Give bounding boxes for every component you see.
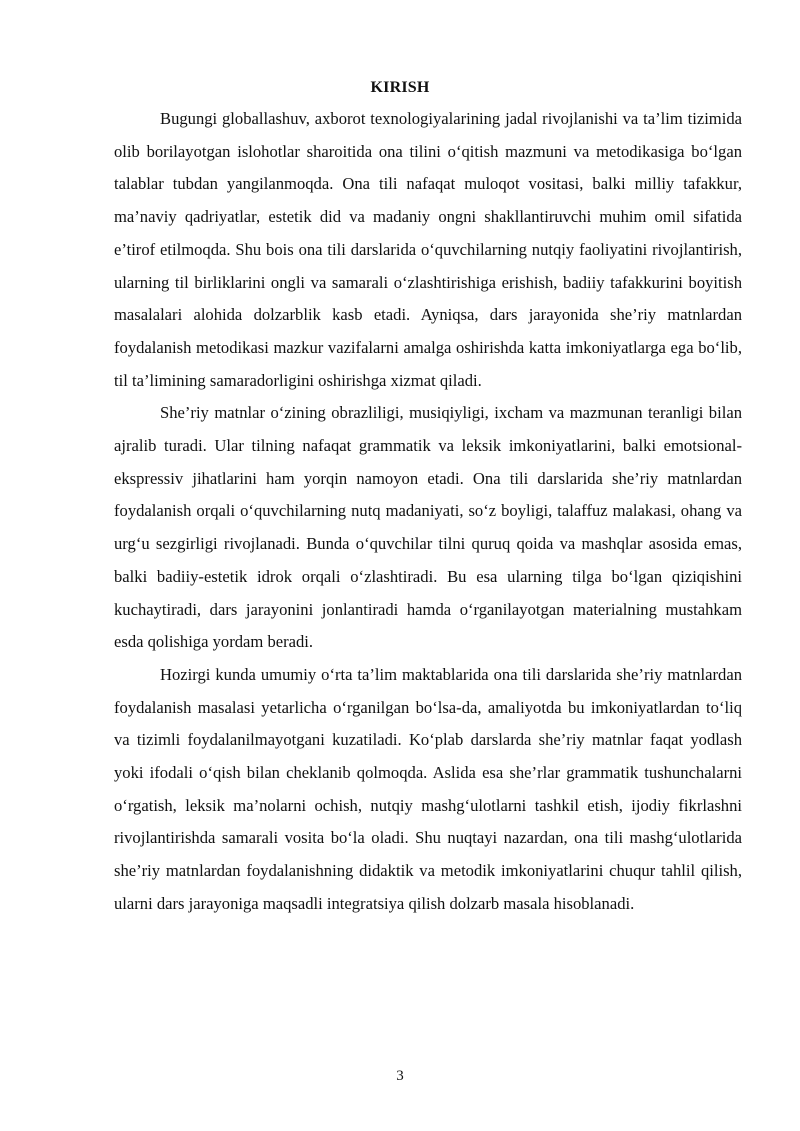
paragraph-3: Hozirgi kunda umumiy o‘rta ta’lim maktablarida ona tili darslarida she’riy matnlardan foydalanish masalasi yetarlicha o‘rganilgan bo‘lsa-da, amaliyotda bu imkoniyatlardan to‘liq va tizimli foydalanilmayotgani kuzatiladi. Ko‘plab darslarda she’riy matnlar faqat yodlash yoki ifodali o‘qish bilan cheklanib qolmoqda. Aslida esa she’rlar grammatik tushunchalarni o‘rgatish, leksik ma’nolarni ochish, nutqiy mashg‘ulotlarni tashkil etish, ijodiy fikrlashni rivojlantirishda samarali vosita bo‘la oladi. Shu nuqtayi nazardan, ona tili mashg‘ulotlarida she’riy matnlardan foydalanishning didaktik va metodik imkoniyatlarini chuqur tahlil qilish, ularni dars jarayoniga maqsadli integratsiya qilish dolzarb masala hisoblanadi. xyxy=(114,664,742,913)
paragraph-1: Bugungi globallashuv, axborot texnologiyalarining jadal rivojlanishi va ta’lim tizimida olib borilayotgan islohotlar sharoitida ona tilini o‘qitish mazmuni va metodikasiga bo‘lgan talablar tubdan yangilanmoqda. Ona tili nafaqat muloqot vositasi, balki milliy tafakkur, ma’naviy qadriyatlar, estetik did va madaniy ongni shakllantiruvchi muhim omil sifatida e’tirof etilmoqda. Shu bois ona tili darslarida o‘quvchilarning nutqiy faoliyatini rivojlantirish, ularning til birliklarini ongli va samarali o‘zlashtirishiga erishish, badiiy tafakkurini boyitish masalalari alohida dolzarblik kasb etadi. Ayniqsa, dars jarayonida she’riy matnlardan foydalanish metodikasi mazkur vazifalarni amalga oshirishda katta imkoniyatlarga ega bo‘lib, til ta’limining samaradorligini oshirishga xizmat qiladi. xyxy=(114,109,742,390)
page-number: 3 xyxy=(396,1068,404,1084)
body-text xyxy=(114,103,742,921)
paragraph-2: She’riy matnlar o‘zining obrazliligi, musiqiyligi, ixcham va mazmunan teranligi bilan ajralib turadi. Ular tilning nafaqat grammatik va leksik imkoniyatlarini, balki emotsional-ekspressiv jihatlarini ham yorqin namoyon etadi. Ona tili darslarida she’riy matnlardan foydalanish orqali o‘quvchilarning nutq madaniyati, so‘z boyligi, talaffuz malakasi, ohang va urg‘u sezgirligi rivojlanadi. Bunda o‘quvchilar tilni quruq qoida va mashqlar asosida emas, balki badiiy-estetik idrok orqali o‘zlashtiradi. Bu esa ularning tilga bo‘lgan qiziqishini kuchaytiradi, dars jarayonini jonlantiradi hamda o‘rganilayotgan materialning mustahkam esda qolishiga yordam beradi. xyxy=(114,403,742,652)
section-heading: KIRISH xyxy=(370,79,430,96)
